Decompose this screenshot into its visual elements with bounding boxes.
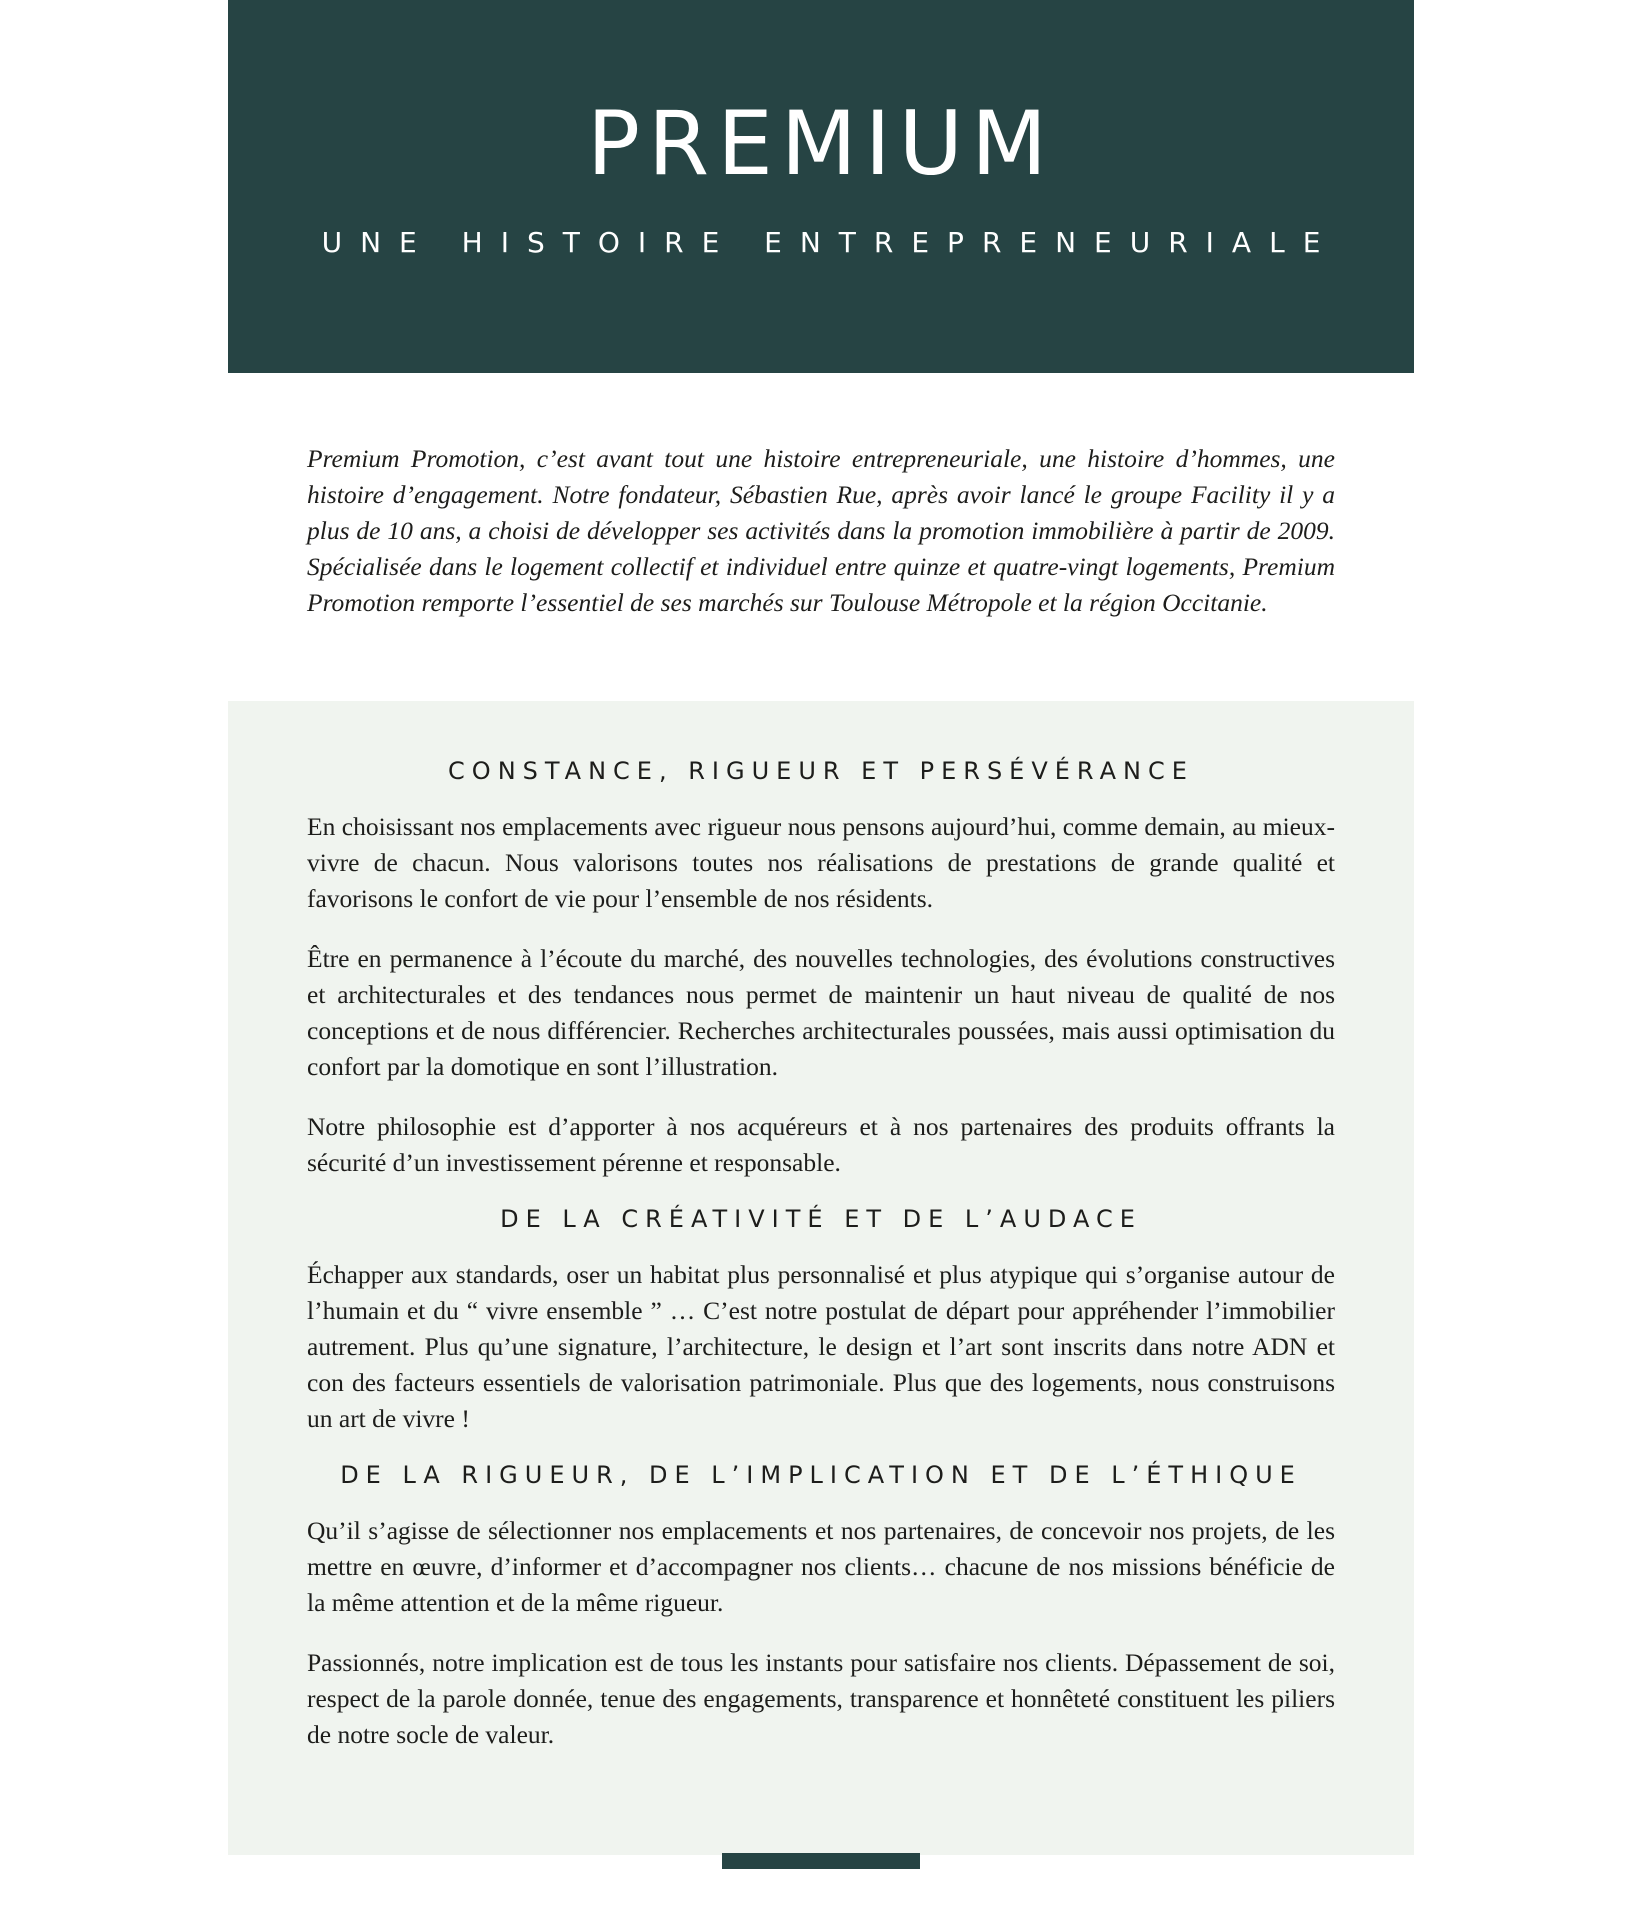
section-title: DE LA CRÉATIVITÉ ET DE L’AUDACE [500,1205,1142,1233]
section-paragraph: Être en permanence à l’écoute du marché, des nouvelles technologies, des évolutions constructives et architecturales et des tendances nous permet de maintenir un haut niveau de qualité de nos conceptions et de nous différencier. Recherches architecturales poussées, mais aussi optimisation du confort par la domotique en sont l’illustration. [307,944,1335,1081]
intro-paragraph: Premium Promotion, c’est avant tout une histoire entrepreneuriale, une histoire d’hommes, une histoire d’engagement. Notre fondateur, Sébastien Rue, après avoir lancé le groupe Facility il y a plus de 10 ans, a choisi de développer ses activités dans la promotion immobilière à partir de 2009. Spécialisée dans le logement collectif et individuel entre quinze et quatre-vingt logements, Premium Promotion remporte l’essentiel de ses marchés sur Toulouse Métropole et la région Occitanie. [307,444,1335,617]
footer-accent-bar [722,1853,920,1869]
values-panel [228,701,1414,1855]
page-subtitle: UNE HISTOIRE ENTREPRENEURIALE [321,226,1339,259]
section-title: DE LA RIGUEUR, DE L’IMPLICATION ET DE L’ÉTHIQUE [340,1461,1302,1489]
section-creativite [307,1205,1335,1437]
page [228,0,1414,1855]
intro-section [228,373,1414,701]
section-paragraph: Qu’il s’agisse de sélectionner nos emplacements et nos partenaires, de concevoir nos projets, de les mettre en œuvre, d’informer et d’accompagner nos clients… chacune de nos missions bénéficie de la même attention et de la même rigueur. [307,1516,1335,1617]
section-paragraph: Notre philosophie est d’apporter à nos acquéreurs et à nos partenaires des produits offrants la sécurité d’un investissement pérenne et responsable. [307,1112,1335,1177]
section-paragraph: Passionnés, notre implication est de tous les instants pour satisfaire nos clients. Dépassement de soi, respect de la parole donnée, tenue des engagements, transparence et honnêteté constituent les piliers de notre socle de valeur. [307,1648,1335,1749]
section-rigueur [307,1461,1335,1753]
hero-banner [228,0,1414,373]
section-title: CONSTANCE, RIGUEUR ET PERSÉVÉRANCE [448,757,1194,785]
page-title: PREMIUM [586,92,1056,195]
section-paragraph: En choisissant nos emplacements avec rigueur nous pensons aujourd’hui, comme demain, au mieux-vivre de chacun. Nous valorisons toutes nos réalisations de prestations de grande qualité et favorisons le confort de vie pour l’ensemble de nos résidents. [307,812,1335,913]
section-paragraph: Échapper aux standards, oser un habitat plus personnalisé et plus atypique qui s’organise autour de l’humain et du “ vivre ensemble ” … C’est notre postulat de départ pour appréhender l’immobilier autrement. Plus qu’une signature, l’architecture, le design et l’art sont inscrits dans notre ADN et con des facteurs essentiels de valorisation patrimoniale. Plus que des logements, nous construisons un art de vivre ! [307,1260,1335,1433]
section-constance [307,757,1335,1181]
